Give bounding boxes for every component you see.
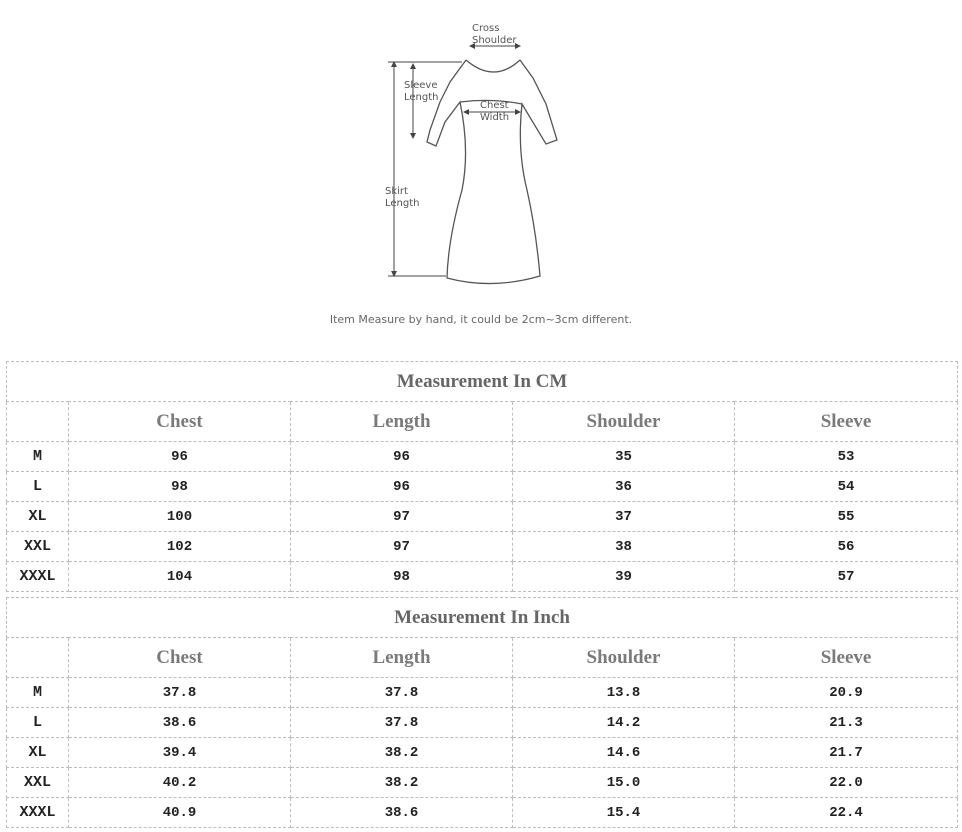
chest-cell: 102 bbox=[69, 532, 291, 562]
sleeve-cell: 57 bbox=[735, 562, 958, 592]
inch-size-table bbox=[6, 597, 958, 828]
table-row bbox=[7, 798, 958, 828]
sleeve-cell: 22.4 bbox=[735, 798, 958, 828]
shoulder-cell: 36 bbox=[513, 472, 735, 502]
chest-cell: 38.6 bbox=[69, 708, 291, 738]
table-row bbox=[7, 502, 958, 532]
sleeve-cell: 21.3 bbox=[735, 708, 958, 738]
length-cell: 96 bbox=[291, 442, 513, 472]
chest-cell: 98 bbox=[69, 472, 291, 502]
sleeve-cell: 53 bbox=[735, 442, 958, 472]
chest-cell: 104 bbox=[69, 562, 291, 592]
size-cell: XXL bbox=[7, 532, 69, 562]
table-row bbox=[7, 532, 958, 562]
column-header-shoulder: Shoulder bbox=[513, 402, 735, 442]
sleeve-cell: 56 bbox=[735, 532, 958, 562]
table-title: Measurement In Inch bbox=[7, 598, 958, 638]
size-cell: XXXL bbox=[7, 562, 69, 592]
table-row bbox=[7, 562, 958, 592]
chest-cell: 100 bbox=[69, 502, 291, 532]
shoulder-cell: 15.4 bbox=[513, 798, 735, 828]
shoulder-cell: 14.2 bbox=[513, 708, 735, 738]
sleeve-cell: 54 bbox=[735, 472, 958, 502]
length-cell: 97 bbox=[291, 532, 513, 562]
table-header-row bbox=[7, 638, 958, 678]
shoulder-cell: 38 bbox=[513, 532, 735, 562]
table-row bbox=[7, 472, 958, 502]
sleeve-cell: 21.7 bbox=[735, 738, 958, 768]
shoulder-cell: 39 bbox=[513, 562, 735, 592]
length-cell: 38.2 bbox=[291, 738, 513, 768]
length-cell: 96 bbox=[291, 472, 513, 502]
chest-cell: 96 bbox=[69, 442, 291, 472]
dress-outline-icon bbox=[0, 0, 962, 340]
length-cell: 97 bbox=[291, 502, 513, 532]
length-cell: 37.8 bbox=[291, 678, 513, 708]
shoulder-cell: 13.8 bbox=[513, 678, 735, 708]
table-row bbox=[7, 708, 958, 738]
length-cell: 38.2 bbox=[291, 768, 513, 798]
sleeve-length-label: Sleeve Length bbox=[404, 80, 439, 103]
size-cell: L bbox=[7, 708, 69, 738]
chest-width-label: Chest Width bbox=[480, 100, 510, 123]
sleeve-cell: 22.0 bbox=[735, 768, 958, 798]
shoulder-cell: 37 bbox=[513, 502, 735, 532]
cm-size-table bbox=[6, 361, 958, 592]
column-header-shoulder: Shoulder bbox=[513, 638, 735, 678]
size-cell: M bbox=[7, 678, 69, 708]
table-title: Measurement In CM bbox=[7, 362, 958, 402]
column-header bbox=[7, 638, 69, 678]
size-cell: XXL bbox=[7, 768, 69, 798]
sleeve-cell: 20.9 bbox=[735, 678, 958, 708]
skirt-length-label: Skirt Length bbox=[385, 186, 420, 209]
column-header-length: Length bbox=[291, 638, 513, 678]
shoulder-cell: 35 bbox=[513, 442, 735, 472]
table-title-row bbox=[7, 362, 958, 402]
table-header-row bbox=[7, 402, 958, 442]
measure-note: Item Measure by hand, it could be 2cm~3cm different. bbox=[329, 313, 633, 326]
table-row bbox=[7, 678, 958, 708]
length-cell: 38.6 bbox=[291, 798, 513, 828]
length-cell: 37.8 bbox=[291, 708, 513, 738]
length-cell: 98 bbox=[291, 562, 513, 592]
sleeve-cell: 55 bbox=[735, 502, 958, 532]
column-header-sleeve: Sleeve bbox=[735, 402, 958, 442]
table-row bbox=[7, 768, 958, 798]
chest-cell: 37.8 bbox=[69, 678, 291, 708]
size-cell: XL bbox=[7, 738, 69, 768]
column-header-sleeve: Sleeve bbox=[735, 638, 958, 678]
column-header-chest: Chest bbox=[69, 402, 291, 442]
size-cell: L bbox=[7, 472, 69, 502]
table-row bbox=[7, 738, 958, 768]
column-header-length: Length bbox=[291, 402, 513, 442]
table-title-row bbox=[7, 598, 958, 638]
chest-cell: 40.9 bbox=[69, 798, 291, 828]
size-cell: M bbox=[7, 442, 69, 472]
chest-cell: 39.4 bbox=[69, 738, 291, 768]
size-cell: XXXL bbox=[7, 798, 69, 828]
measurement-diagram bbox=[0, 0, 962, 340]
cross-shoulder-label: Cross Shoulder bbox=[472, 23, 517, 46]
table-row bbox=[7, 442, 958, 472]
chest-cell: 40.2 bbox=[69, 768, 291, 798]
shoulder-cell: 15.0 bbox=[513, 768, 735, 798]
column-header-chest: Chest bbox=[69, 638, 291, 678]
column-header bbox=[7, 402, 69, 442]
size-cell: XL bbox=[7, 502, 69, 532]
shoulder-cell: 14.6 bbox=[513, 738, 735, 768]
